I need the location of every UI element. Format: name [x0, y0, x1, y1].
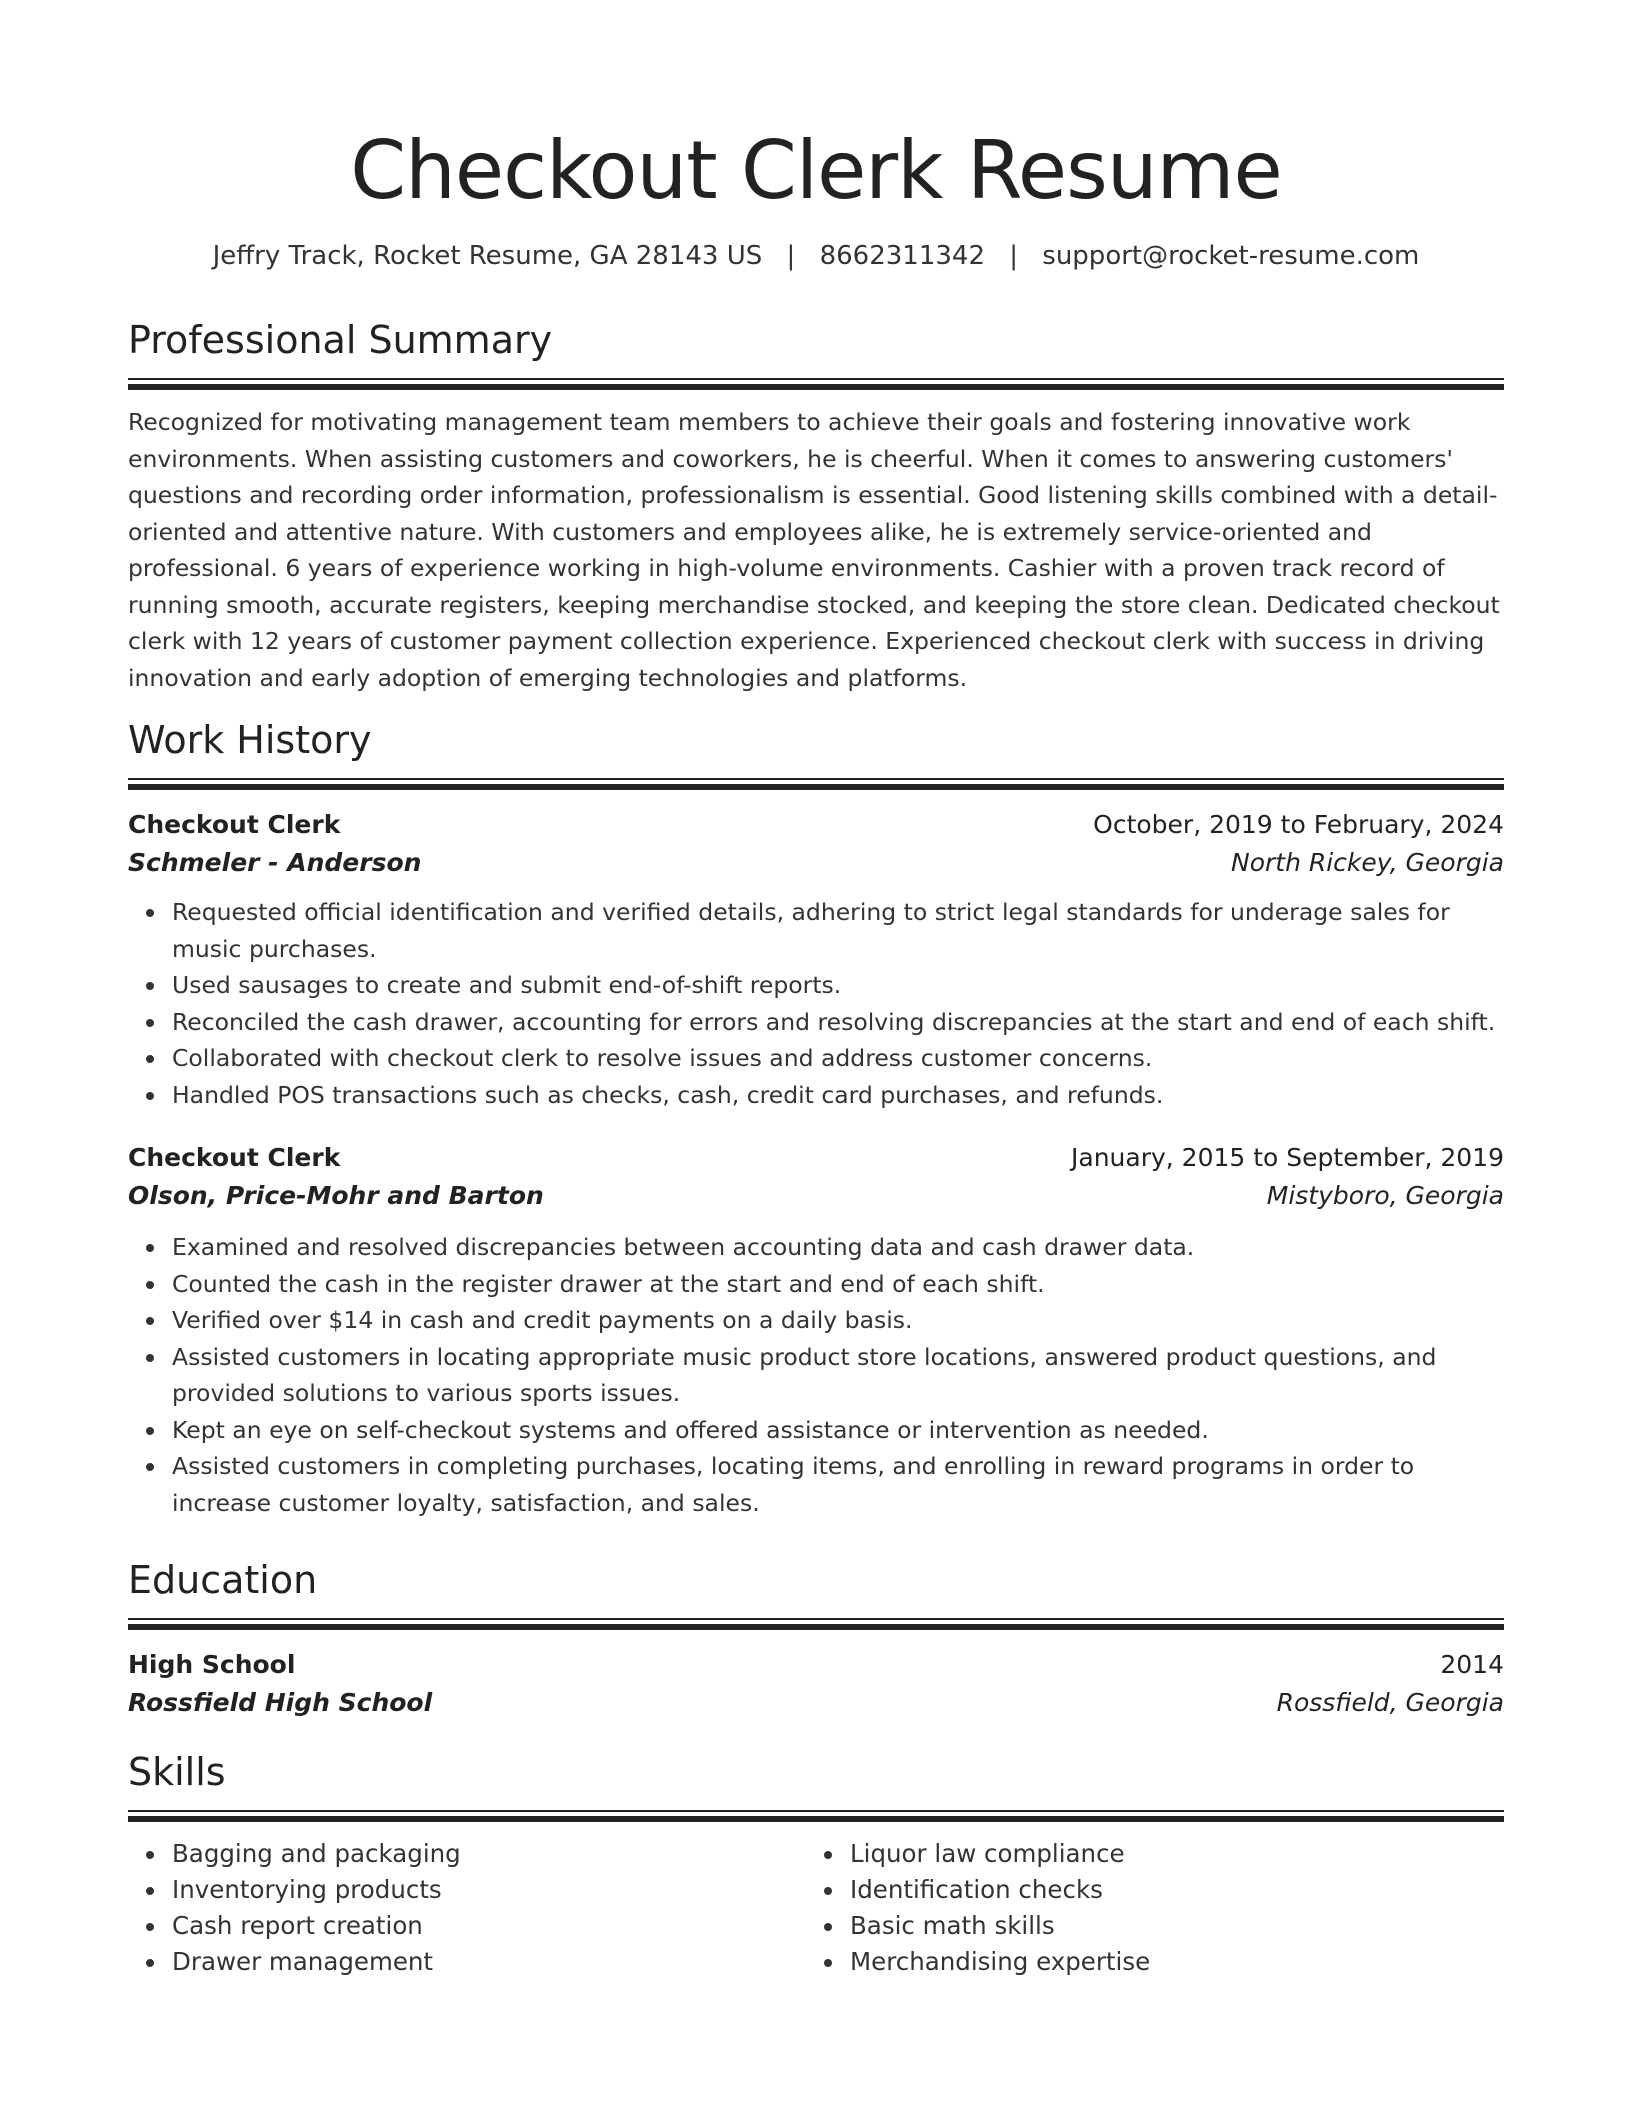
list-item: Kept an eye on self-checkout systems and offered assistance or intervention as needed. [172, 1412, 1504, 1449]
job-duties-list [128, 1229, 1504, 1521]
work-history-section [128, 714, 1504, 1521]
job-company-row [128, 1177, 1504, 1215]
job-dates: January, 2015 to September, 2019 [1071, 1143, 1504, 1172]
list-item: Examined and resolved discrepancies between accounting data and cash drawer data. [172, 1229, 1504, 1266]
skill-item: Bagging and packaging [172, 1836, 806, 1872]
job-entry [128, 806, 1504, 1113]
skills-list-left [128, 1836, 806, 1980]
job-location: North Rickey, Georgia [1231, 848, 1504, 877]
section-rule [128, 1618, 1504, 1620]
skill-item: Cash report creation [172, 1908, 806, 1944]
job-company-row [128, 844, 1504, 882]
education-header-row [128, 1646, 1504, 1684]
job-title: Checkout Clerk [128, 1143, 341, 1172]
education-location: Rossfield, Georgia [1276, 1688, 1504, 1717]
education-heading: Education [128, 1558, 318, 1602]
job-header-row [128, 806, 1504, 844]
list-item: Collaborated with checkout clerk to resolve issues and address customer concerns. [172, 1040, 1504, 1077]
section-rule [128, 1810, 1504, 1812]
education-school: Rossfield High School [128, 1688, 433, 1717]
contact-address: Jeffry Track, Rocket Resume, GA 28143 US [212, 241, 763, 271]
summary-section [128, 314, 1504, 696]
contact-separator: | [786, 241, 796, 271]
section-rule [128, 378, 1504, 380]
job-duties-list [128, 894, 1504, 1113]
page-title: Checkout Clerk Resume [350, 124, 1282, 217]
skill-item: Basic math skills [850, 1908, 1484, 1944]
contact-separator: | [1009, 241, 1019, 271]
job-company: Olson, Price-Mohr and Barton [128, 1181, 544, 1210]
list-item: Reconciled the cash drawer, accounting for errors and resolving discrepancies at the start and end of each shift. [172, 1004, 1504, 1041]
summary-heading: Professional Summary [128, 318, 553, 362]
list-item: Counted the cash in the register drawer at the start and end of each shift. [172, 1266, 1504, 1303]
work-history-heading: Work History [128, 718, 372, 762]
list-item: Handled POS transactions such as checks, cash, credit card purchases, and refunds. [172, 1077, 1504, 1114]
skill-item: Merchandising expertise [850, 1944, 1484, 1980]
list-item: Assisted customers in completing purchases, locating items, and enrolling in reward programs in order to increase customer loyalty, satisfaction, and sales. [172, 1448, 1504, 1521]
section-rule [128, 1624, 1504, 1630]
job-title: Checkout Clerk [128, 810, 341, 839]
skill-item: Drawer management [172, 1944, 806, 1980]
education-school-row [128, 1684, 1504, 1722]
job-company: Schmeler - Anderson [128, 848, 422, 877]
section-rule [128, 384, 1504, 390]
section-rule [128, 778, 1504, 780]
contact-phone: 8662311342 [819, 241, 985, 271]
contact-line [128, 238, 1504, 274]
section-rule [128, 1816, 1504, 1822]
job-dates: October, 2019 to February, 2024 [1093, 810, 1504, 839]
education-year: 2014 [1440, 1650, 1504, 1679]
skill-item: Liquor law compliance [850, 1836, 1484, 1872]
skill-item: Identification checks [850, 1872, 1484, 1908]
skills-section [128, 1746, 1504, 1980]
list-item: Verified over $14 in cash and credit payments on a daily basis. [172, 1302, 1504, 1339]
contact-email: support@rocket-resume.com [1042, 241, 1420, 271]
skills-heading: Skills [128, 1750, 226, 1794]
education-entry [128, 1646, 1504, 1722]
job-entry [128, 1139, 1504, 1521]
list-item: Assisted customers in locating appropriate music product store locations, answered product questions, and provided solutions to various sports issues. [172, 1339, 1504, 1412]
education-degree: High School [128, 1650, 296, 1679]
skill-item: Inventorying products [172, 1872, 806, 1908]
job-header-row [128, 1139, 1504, 1177]
summary-text: Recognized for motivating management team members to achieve their goals and fostering innovative work environments. When assisting customers and coworkers, he is cheerful. When it comes to answering customers' questions and recording order information, professionalism is essential. Good listening skills combined with a detail-oriented and attentive nature. With customers and employees alike, he is extremely service-oriented and professional. 6 years of experience working in high-volume environments. Cashier with a proven track record of running smooth, accurate registers, keeping merchandise stocked, and keeping the store clean. Dedicated checkout clerk with 12 years of customer payment collection experience. Experienced checkout clerk with success in driving innovation and early adoption of emerging technologies and platforms. [128, 408, 1500, 692]
skills-list-right [806, 1836, 1484, 1980]
education-section [128, 1554, 1504, 1722]
list-item: Used sausages to create and submit end-of-shift reports. [172, 967, 1504, 1004]
list-item: Requested official identification and verified details, adhering to strict legal standards for underage sales for music purchases. [172, 894, 1504, 967]
job-location: Mistyboro, Georgia [1266, 1181, 1504, 1210]
skills-columns [128, 1836, 1504, 1980]
section-rule [128, 784, 1504, 790]
